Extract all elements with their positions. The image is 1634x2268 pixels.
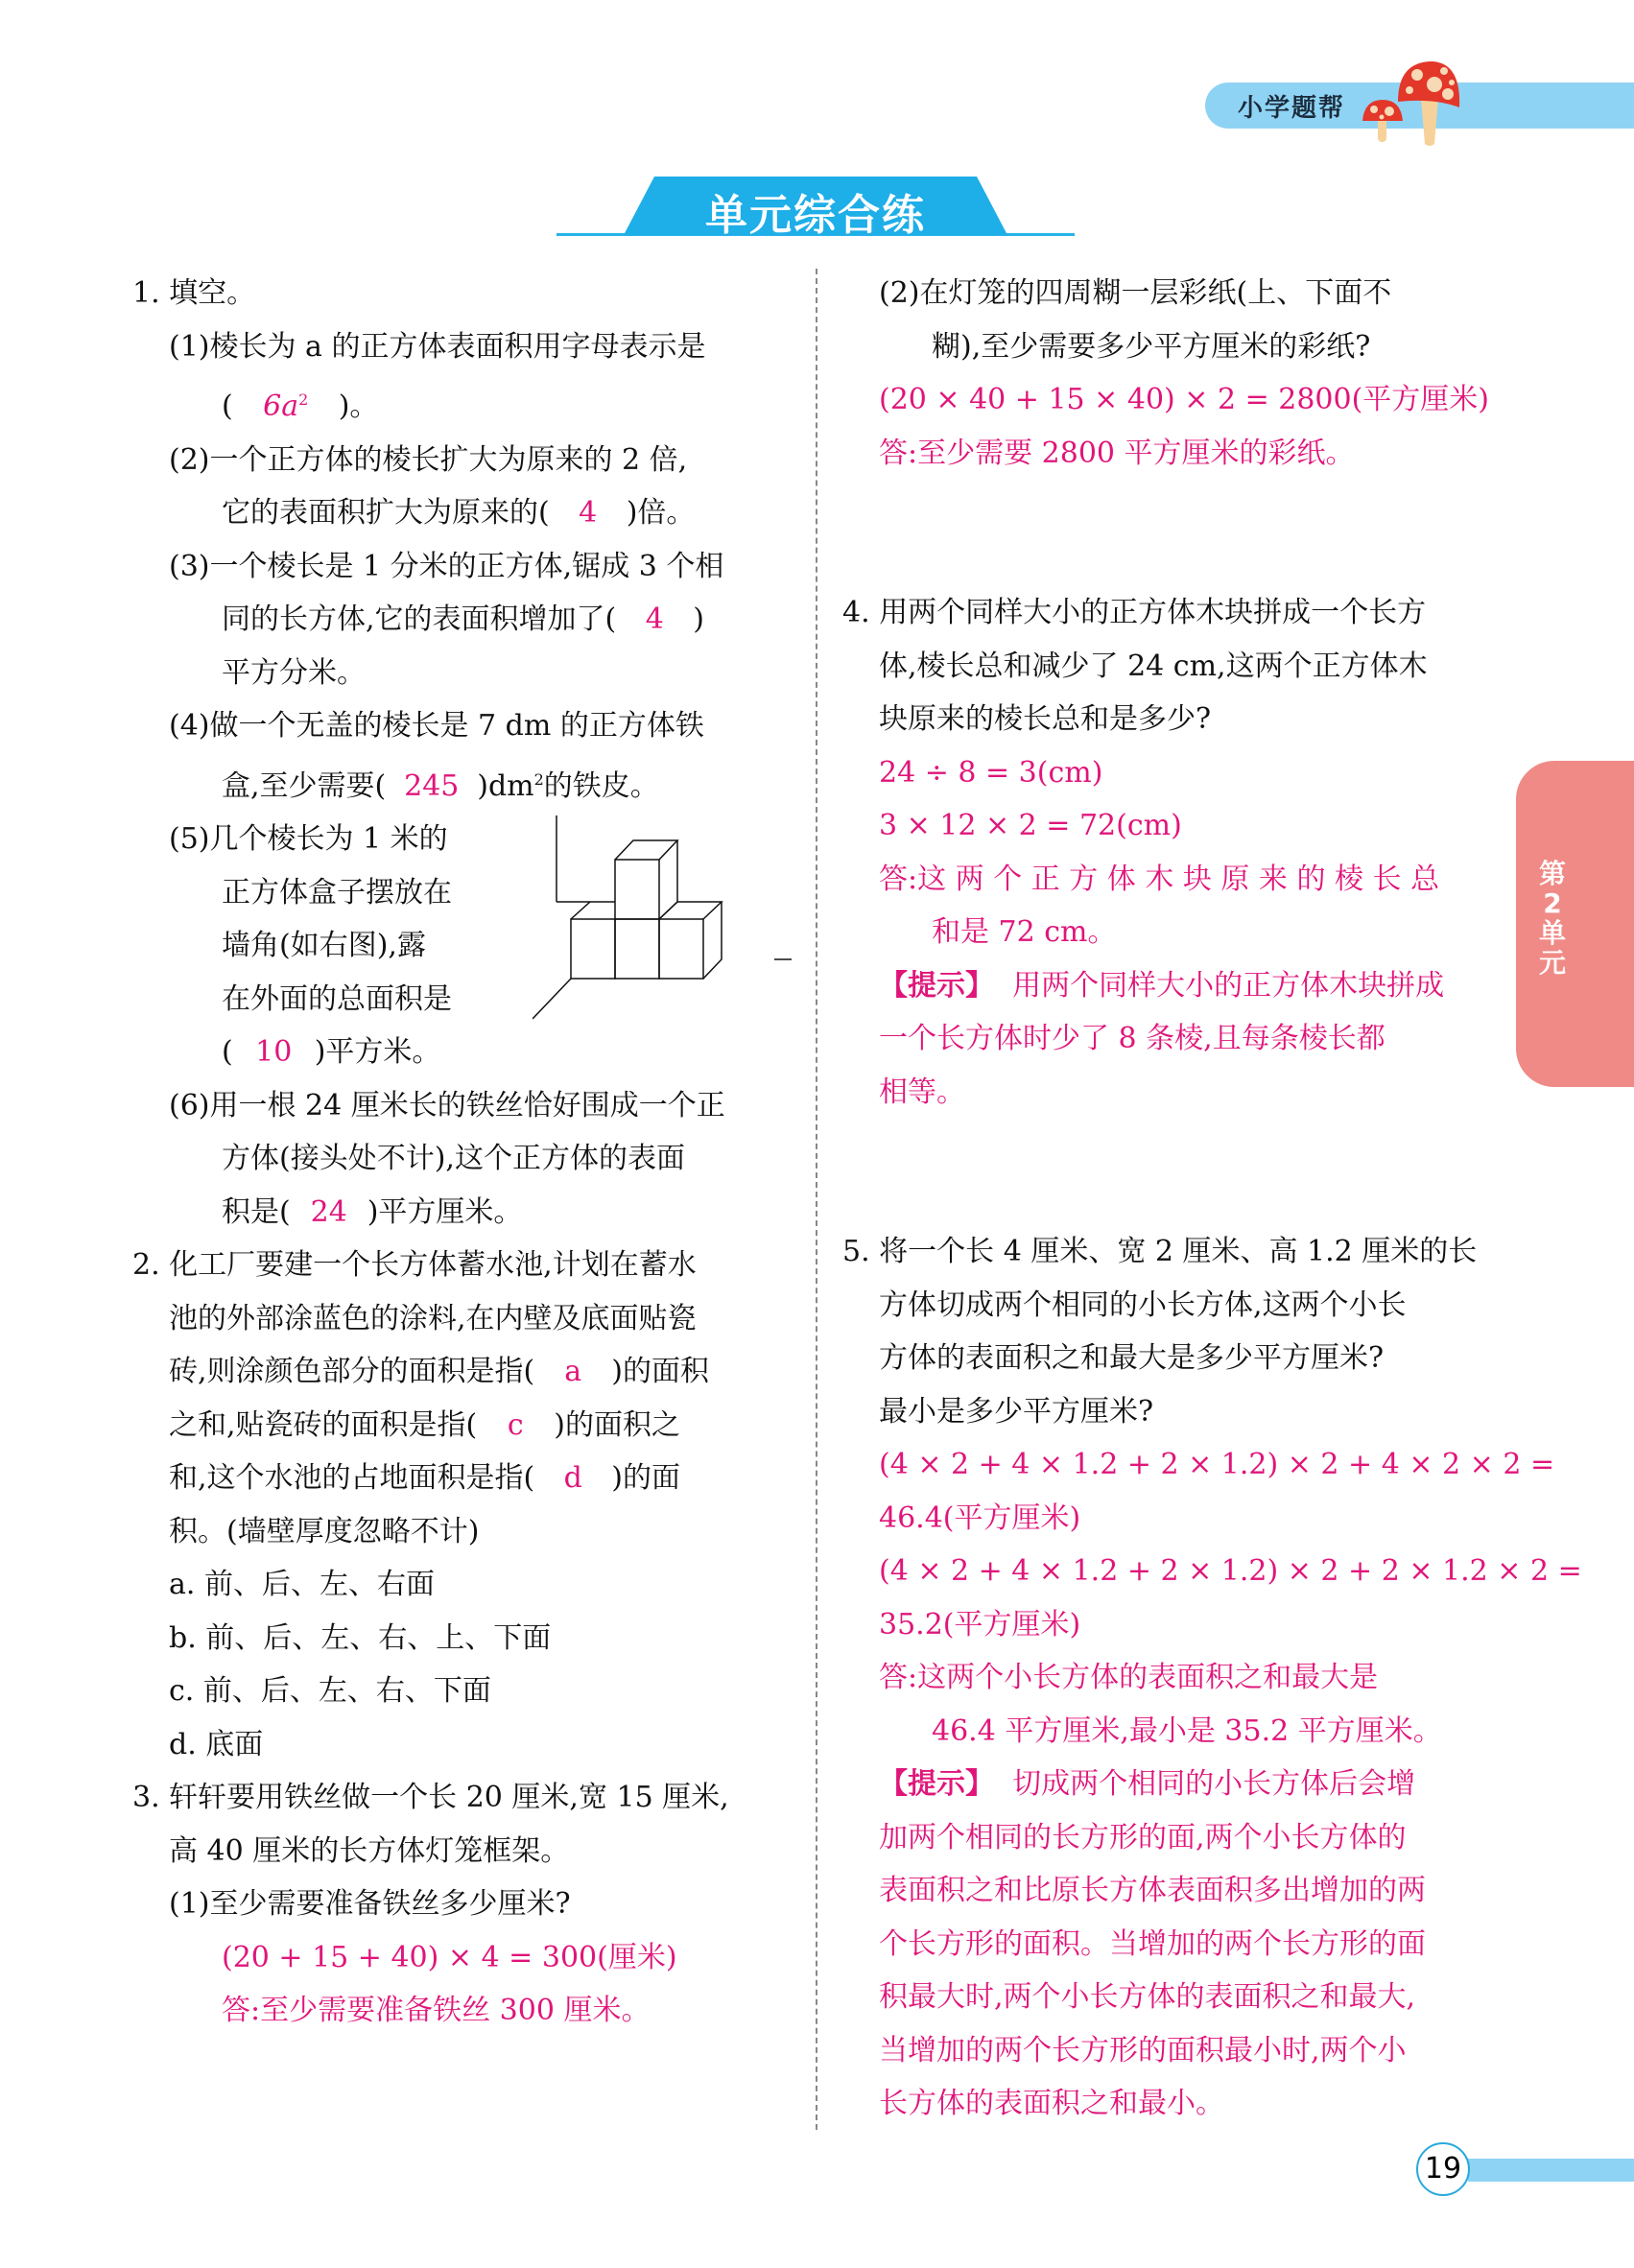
q3-line2: 高 40 厘米的长方体灯笼框架。 — [169, 1833, 570, 1868]
q5-calc2b: 35.2(平方厘米) — [879, 1607, 1081, 1642]
q5-calc1a: (4 × 2 + 4 × 1.2 + 2 × 1.2) × 2 + 4 × 2 × 2 = — [879, 1448, 1555, 1481]
q4-answer1: 答:这 两 个 正 方 体 木 块 原 来 的 棱 长 总 — [879, 862, 1440, 896]
q5-hint-line2: 加两个相同的长方形的面,两个小长方体的 — [879, 1820, 1407, 1855]
q1-p6-line1: (6)用一根 24 厘米长的铁丝恰好围成一个正 — [169, 1088, 725, 1122]
q5-line1: 5. 将一个长 4 厘米、宽 2 厘米、高 1.2 厘米的长 — [842, 1235, 1478, 1268]
page-number-bar — [1468, 2159, 1634, 2182]
q4-line1: 4. 用两个同样大小的正方体木块拼成一个长方 — [842, 596, 1427, 629]
q1-p5-line2: 正方体盒子摆放在 — [222, 875, 452, 910]
q1-p3-line2: 同的长方体,它的表面积增加了( 4 ) — [132, 593, 785, 647]
q5-calc1b: 46.4(平方厘米) — [879, 1500, 1081, 1535]
q1-p4-line1: (4)做一个无盖的棱长是 7 dm 的正方体铁 — [169, 709, 704, 743]
q1-p6-line2: 方体(接头处不计),这个正方体的表面 — [222, 1142, 685, 1175]
spacer — [842, 480, 1495, 586]
q1-p5-line1: (5)几个棱长为 1 米的 — [169, 822, 448, 856]
section-title-banner — [557, 173, 1075, 240]
q5-hint-line3: 表面积之和比原长方体表面积多出增加的两 — [879, 1874, 1426, 1907]
answer-blank: c — [507, 1407, 524, 1442]
q5-hint-line6: 当增加的两个长方形的面积最小时,两个小 — [879, 2033, 1407, 2067]
brand-name: 小学题帮 — [1238, 94, 1346, 123]
q2-option-d: d. 底面 — [169, 1727, 264, 1761]
q2-line1: 2. 化工厂要建一个长方体蓄水池,计划在蓄水 — [132, 1248, 697, 1282]
q3-p2-line2: 糊),至少需要多少平方厘米的彩纸? — [932, 329, 1371, 364]
q2-line6: 积。(墙壁厚度忽略不计) — [169, 1514, 480, 1548]
unit-label: 第 2 单 元 — [1538, 858, 1566, 979]
q1-p3-line3: 平方分米。 — [222, 655, 366, 690]
stacked-cubes-figure — [533, 806, 792, 1022]
q4-line2: 体,棱长总和减少了 24 cm,这两个正方体木 — [879, 649, 1428, 683]
q4-answer2: 和是 72 cm。 — [932, 915, 1117, 949]
page-number: 19 — [1416, 2142, 1470, 2196]
q3-line1: 3. 轩轩要用铁丝做一个长 20 厘米,宽 15 厘米, — [132, 1781, 729, 1814]
mushroom-large-icon — [1396, 59, 1463, 148]
q4-hint-line2: 一个长方体时少了 8 条棱,且每条棱长都 — [879, 1022, 1385, 1055]
q5-answer2: 46.4 平方厘米,最小是 35.2 平方厘米。 — [932, 1713, 1442, 1748]
left-column — [132, 267, 785, 2038]
q5-answer1: 答:这两个小长方体的表面积之和最大是 — [879, 1661, 1379, 1694]
q1-title: 1. 填空。 — [132, 276, 256, 310]
q4-line3: 块原来的棱长总和是多少? — [879, 702, 1212, 736]
hint-label: 【提示】 — [879, 968, 994, 1003]
q3-p2-answer: 答:至少需要 2800 平方厘米的彩纸。 — [879, 436, 1355, 470]
q5-calc2a: (4 × 2 + 4 × 1.2 + 2 × 1.2) × 2 + 2 × 1.2 × 2 = — [879, 1554, 1582, 1588]
q1-p3-line1: (3)一个棱长是 1 分米的正方体,锯成 3 个相 — [169, 549, 724, 583]
q1-p2-line1: (2)一个正方体的棱长扩大为原来的 2 倍, — [169, 442, 688, 477]
answer-blank: $6a^2$ — [263, 390, 309, 423]
q3-p1-answer: 答:至少需要准备铁丝 300 厘米。 — [222, 1994, 651, 2027]
q5-hint-line7: 长方体的表面积之和最小。 — [879, 2087, 1224, 2120]
q3-p1-calc: (20 + 15 + 40) × 4 = 300(厘米) — [222, 1940, 677, 1974]
q1-p5-line3: 墙角(如右图),露 — [222, 929, 426, 962]
answer-blank: d — [563, 1461, 582, 1495]
q5-hint-line4: 个长方形的面积。当增加的两个长方形的面 — [879, 1926, 1426, 1961]
answer-blank: 245 — [404, 768, 460, 803]
q4-hint-line3: 相等。 — [879, 1075, 965, 1109]
q3-p2-calc: (20 × 40 + 15 × 40) × 2 = 2800(平方厘米) — [879, 383, 1489, 416]
q4-calc2: 3 × 12 × 2 = 72(cm) — [879, 809, 1182, 842]
column-divider — [816, 269, 817, 2130]
q1-p6-line3: 积是( 24 )平方厘米。 — [132, 1186, 785, 1240]
section-title: 单元综合练 — [705, 191, 926, 240]
answer-blank: 4 — [645, 602, 664, 636]
q1-p1-blank-line: ( $6a^2$ )。 — [132, 373, 785, 434]
hint-label: 【提示】 — [879, 1767, 994, 1801]
spacer — [842, 1119, 1495, 1225]
q2-option-b: b. 前、后、左、右、上、下面 — [169, 1620, 552, 1655]
q1-p5-line5: ( 10 )平方米。 — [132, 1026, 785, 1079]
q5-hint-line1: 【提示】 切成两个相同的小长方体后会增 — [879, 1767, 1416, 1801]
answer-blank: 4 — [579, 496, 598, 530]
q5-line3: 方体的表面积之和最大是多少平方厘米? — [879, 1341, 1385, 1375]
answer-blank: 10 — [255, 1035, 293, 1069]
q1-p5-line4: 在外面的总面积是 — [222, 981, 452, 1016]
q2-line4: 之和,贴瓷砖的面积是指( c )的面积之 — [132, 1399, 785, 1453]
q5-hint-line5: 积最大时,两个小长方体的表面积之和最大, — [879, 1980, 1416, 2014]
q1-p4-line2: 盒,至少需要( 245 )$dm^2$的铁皮。 — [132, 753, 785, 814]
q3-p1-question: (1)至少需要准备铁丝多少厘米? — [169, 1887, 571, 1921]
q5-line2: 方体切成两个相同的小长方体,这两个小长 — [879, 1288, 1407, 1322]
answer-blank: a — [564, 1355, 582, 1388]
answer-blank: 24 — [310, 1194, 347, 1229]
q2-option-c: c. 前、后、左、右、下面 — [169, 1674, 491, 1708]
q4-hint-line1: 【提示】 用两个同样大小的正方体木块拼成 — [879, 968, 1445, 1003]
q2-option-a: a. 前、后、左、右面 — [169, 1568, 435, 1601]
q4-calc1: 24 ÷ 8 = 3(cm) — [879, 755, 1103, 790]
q5-line4: 最小是多少平方厘米? — [879, 1394, 1154, 1429]
q1-p1-text: (1)棱长为 a 的正方体表面积用字母表示是 — [169, 329, 706, 364]
q2-line2: 池的外部涂蓝色的涂料,在内壁及底面贴瓷 — [169, 1301, 697, 1335]
q2-line3: 砖,则涂颜色部分的面积是指( a )的面积 — [132, 1345, 785, 1399]
q1-p2-line2: 它的表面积扩大为原来的( 4 )倍。 — [132, 486, 785, 540]
q3-p2-line1: (2)在灯笼的四周糊一层彩纸(上、下面不 — [879, 276, 1392, 310]
q2-line5: 和,这个水池的占地面积是指( d )的面 — [132, 1452, 785, 1505]
